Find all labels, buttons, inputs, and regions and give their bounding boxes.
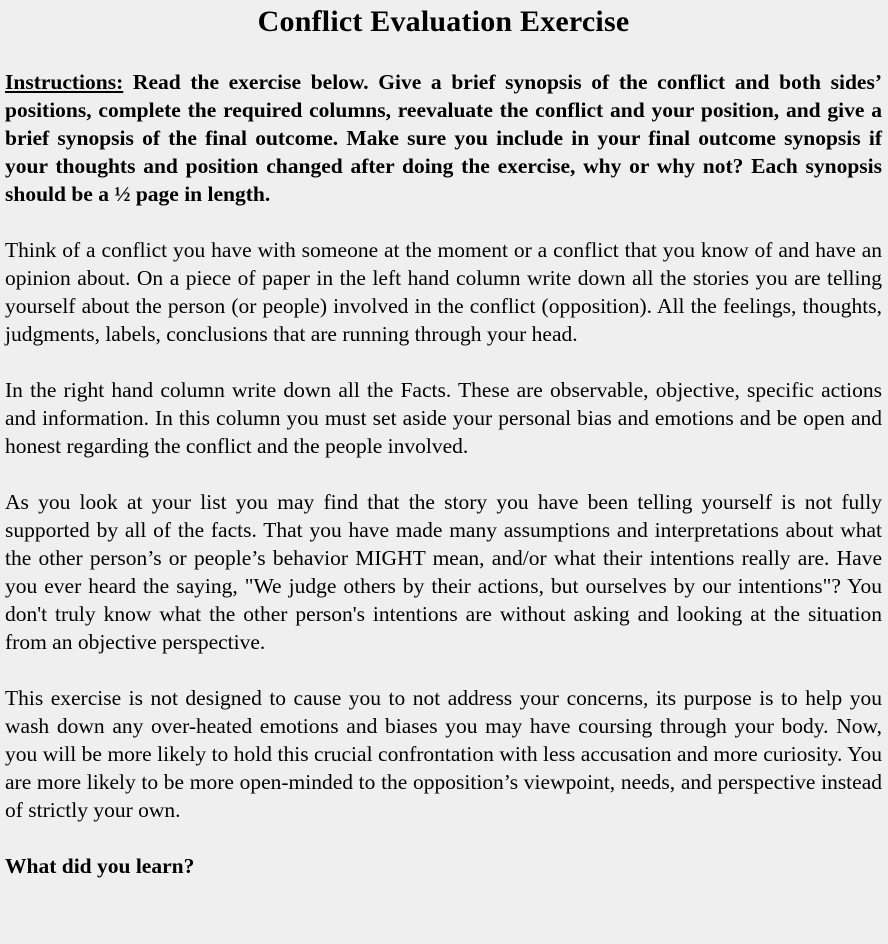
paragraph-assumptions: As you look at your list you may find that the story you have been telling yourself is not fully supported by all of the facts. That you have made many assumptions and interpretations about what the other person’s or people’s behavior MIGHT mean, and/or what their intentions really are. Have you ever heard the saying, "We judge others by their actions, but ourselves by our intentions"? You don't truly know what the other person's intentions are without asking and looking at the situation from an objective perspective.	[5, 490, 882, 654]
paragraph-facts-column: In the right hand column write down all the Facts. These are observable, objective, specific actions and information. In this column you must set aside your personal bias and emotions and be open and honest regarding the conflict and the people involved.	[5, 378, 882, 458]
paragraph-think-of-conflict: Think of a conflict you have with someone at the moment or a conflict that you know of and have an opinion about. On a piece of paper in the left hand column write down all the stories you are telling yourself about the person (or people) involved in the conflict (opposition). All the feelings, thoughts, judgments, labels, conclusions that are running through your head.	[5, 238, 882, 346]
instructions-text: Read the exercise below. Give a brief synopsis of the conflict and both sides’ positions, complete the required columns, reevaluate the conflict and your position, and give a brief synopsis of the final outcome. Make sure you include in your final outcome synopsis if your thoughts and position changed after doing the exercise, why or why not? Each synopsis should be a ½ page in length.	[5, 70, 882, 206]
document-title: Conflict Evaluation Exercise	[257, 5, 630, 38]
paragraph-exercise-purpose: This exercise is not designed to cause you to not address your concerns, its purpose is to help you wash down any over-heated emotions and biases you may have coursing through your body. Now, you will be more likely to hold this crucial confrontation with less accusation and more curiosity. You are more likely to be more open-minded to the opposition’s viewpoint, needs, and perspective instead of strictly your own.	[5, 686, 882, 822]
question-what-did-you-learn: What did you learn?	[5, 854, 195, 878]
instructions-lead: Instructions:	[5, 70, 124, 94]
instructions-paragraph	[5, 68, 882, 208]
